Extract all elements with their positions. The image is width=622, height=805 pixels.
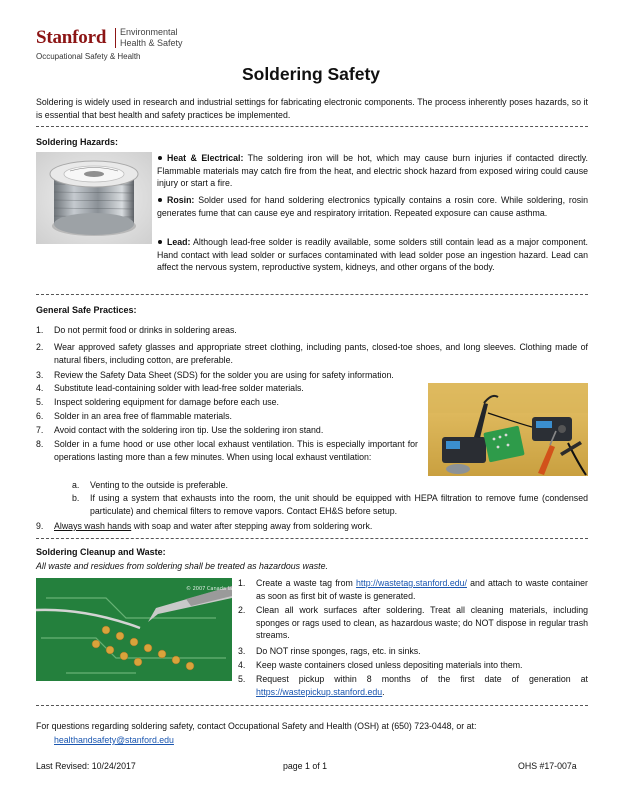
circuit-board-soldering-photo [36,578,264,681]
logo-divider [115,28,116,48]
bullet-icon [158,156,162,160]
contact-email-link[interactable]: healthandsafety@stanford.edu [54,735,174,745]
hazard-item-heat: Heat & Electrical: The soldering iron will be hot, which may cause burn injuries if contacted directly. Flammable materials may catch fire from the heat, and electric shock hazard from exposed wiring could cause injury or start a fire. [157,153,588,189]
section-divider [36,294,588,295]
contact-text: For questions regarding soldering safety, contact Occupational Safety and Health (OSH) at (650) 723-0448, or at: [36,721,477,731]
practices-heading: General Safe Practices: [36,305,137,315]
section-divider [36,126,588,127]
logo-subunit: Occupational Safety & Health [36,52,141,61]
page-number: page 1 of 1 [283,761,328,771]
photo-watermark: © 2007 Canada Iamaicius.com [186,586,264,592]
hazards-heading: Soldering Hazards: [36,137,119,147]
section-divider [36,538,588,539]
wastetag-link[interactable]: http://wastetag.stanford.edu/ [355,578,467,588]
document-id: OHS #17-007a [518,761,577,771]
bullet-icon [158,240,162,244]
page-title: Soldering Safety [241,64,381,84]
logo-unit-name: Environmental Health & Safety [120,27,183,48]
last-revised: Last Revised: 10/24/2017 [36,761,136,771]
intro-paragraph: Soldering is widely used in research and industrial settings for fabricating electronic components. The process inherently poses hazards, so it is essential that best health and safety practices be implemented. [36,97,588,120]
cleanup-note: All waste and residues from soldering shall be treated as hazardous waste. [36,561,328,571]
logo-wordmark: Stanford [36,27,107,48]
wastepickup-link[interactable]: https://wastepickup.stanford.edu [256,686,383,697]
document-page: Stanford Environmental Health & Safety Occupational Safety & Health Soldering Safety Soldering is widely used in research and industrial settings for fabricating electronic components. The process inherently poses hazards, so it is essential that best health and safety practices be implemented. Soldering Hazards: Heat & Electrical: The soldering iron will be hot, which may cause burn injuries if contacted directly. Flammable materials may catch fire from the heat, and electric shock hazard from exposed wiring could cause injury or start a fire. Rosin: Solder used for hand soldering electronics typically contains a rosin core. While soldering, rosin generates fume that can cause eye and respiratory irritation. Repeated exposure can cause asthma. Lead: Although lead-free solder is readily available, some solders still contain lead as a major component. Hand contact with lead solder or surfaces contaminated with lead solder pose an ingestion hazard. Lead can affect the nervous system, reproductive system, kidneys, and other organs of the body. General Safe Practices: 1. Do not permit food or drinks in soldering areas. 2. Wear approved safety glasses and appropriate street clothing, including pants, closed-toe shoes, and long sleeves. Clothing made of natural fibers, including cotton, are preferable. 3. Review the Safety Data Sheet (SDS) for the solder you are using for safety information. 4. Substitute lead-containing solder with lead-free solder materials. 5. Inspect soldering equipment for damage before each use. 6. Solder in an area free of flammable materials. 7. Avoid contact with the soldering iron tip. Use the soldering iron stand. 8. Solder in a fume hood or use other local exhaust ventilation. This is especially important for operations lasting more than a few minutes. When using local exhaust ventilation: a. Venting to the outside is preferable. b. If using a system that exhausts into the room, the unit should be equipped with HEPA filtration to remove fume (condensed particulate) and chemical filters to remove vapors. Contact EH&S before setup. 9. Always wash hands with soap and water after stepping away from soldering work. Soldering Cleanup and Waste: All waste and residues from soldering shall be treated as hazardous waste. © 2007 Canada Iamaicius.com 1. Create a waste tag from http://wastetag.stanford.edu/ and attach to waste container as soon as first bit of waste is generated. 2. Clean all work surfaces after soldering. Treat all cleaning materials, including sponges or rags used to clean, as hazardous waste; do NOT dispose in regular trash streams. 3. Do NOT rinse sponges, rags, etc. in sinks. 4. Keep waste containers closed unless depositing materials into them. 5. Request pickup within 8 months of the first date of generation at https://wastepickup.stanford.edu. For questions regarding soldering safety, contact Occupational Safety and Health (OSH) at (650) 723-0448, or at: healthandsafety@stanford.edu Last Revised: 10/24/2017 page 1 of 1 OHS #17-007a [0,0,622,805]
section-divider [36,705,588,706]
hazard-item-rosin: Rosin: Solder used for hand soldering electronics typically contains a rosin core. While soldering, rosin generates fume that can cause eye and respiratory irritation. Repeated exposure can cause asthma. [157,195,588,218]
hazard-item-lead: Lead: Although lead-free solder is readily available, some solders still contain lead as a major component. Hand contact with lead solder or surfaces contaminated with lead solder pose an ingestion hazard. Lead can affect the nervous system, reproductive system, kidneys, and other organs of the body. [157,237,588,273]
soldering-station-photo [428,383,588,476]
bullet-icon [158,198,162,202]
solder-spool-photo [36,152,152,244]
cleanup-heading: Soldering Cleanup and Waste: [36,547,166,557]
